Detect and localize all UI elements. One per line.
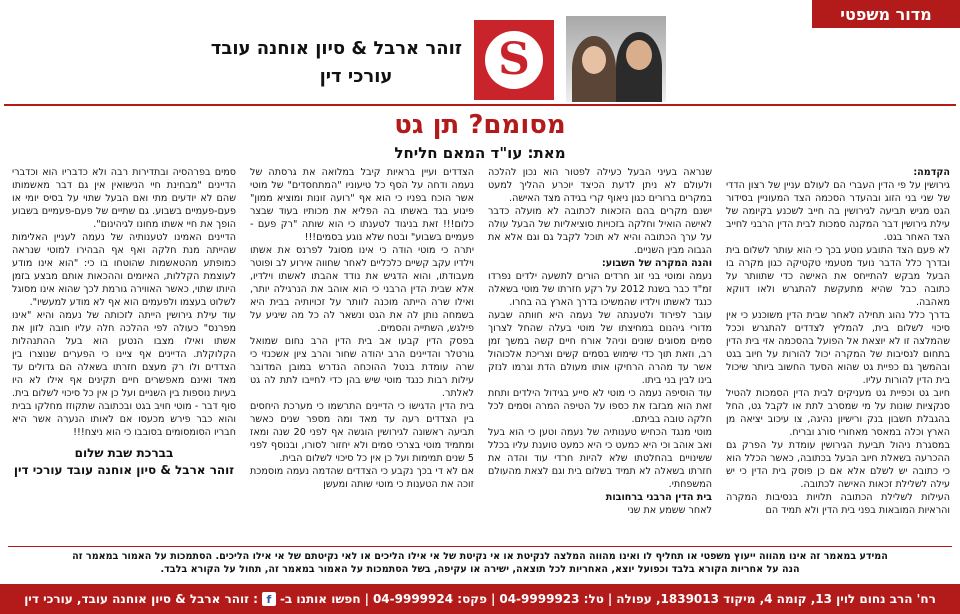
paragraph-text: בדרך כלל נהוג תחילה לאחר שבית הדין משוכנע כי אין סיכוי לשלום בית, להמליץ לצדדים להתגרש וככל שהמלצה זו לא יוצאת אל הפועל בהסכמה אזי בית הדין בתחום לנסיבות של המקרה יכול להורות על חיוב בגט ובהמשך גם כפיית גט שהוא הסעד החשוב ביותר שיכול בית הדין להורות עליו. <box>726 310 950 386</box>
disclaimer-line-1: המידע במאמר זה אינו מהווה ייעוץ משפטי או תחליף לו ואינו מהווה המלצה לנקיטת או אי נקיטת של אי אילו הליכים או לאי נקיטתם של אי אילו הליכים. הסתמכות על האמור במאמר זה <box>72 551 888 562</box>
paragraph-text: לא פעם הצד התובע נוטע בכך כי הוא עותר לשלום בית ובדרך כלל הדבר נועד מטעמי טקטיקה כגון מקרה בו הבעל מבקש להתייחס את האישה כדי שתוותר על כתובה כבל שהיא מתעקשת להתגרש ולאו דווקא מאהבה. <box>726 245 950 308</box>
contact-footer: רח' הרב נחום לוין 13, קומה 4, מיקוד 1839013, עפולה | טל: 04-9999923 | פקס: 04-9999924 | חפשו אותנו ב- f : זוהר ארבל & סיון אוחנה עובד, עורכי דין <box>0 584 960 614</box>
footer-fax: פקס: 04-9999924 <box>372 592 487 606</box>
article-paragraph <box>250 244 474 335</box>
article-paragraph <box>488 205 712 257</box>
article-paragraph <box>250 166 474 244</box>
header <box>0 8 960 104</box>
legal-disclaimer <box>8 546 952 580</box>
paragraph-text: בפסק הדין קבעו אב בית הדין הרב נחום שמואל גורטלר והדיינים הרב יהודה שחור והרב ציון אשכנזי כי שרה עומדת בנטל ההוכחה הנדרש במובן המדובר עילות רבות כנגד מוטי שיש בהן כדי לחייבו לתת לה גט לאלתר. <box>250 336 474 399</box>
footer-social: חפשו אותנו ב- <box>279 592 361 606</box>
article-paragraph <box>250 335 474 400</box>
article-column-1 <box>726 166 950 544</box>
article-paragraph <box>250 465 474 491</box>
article-paragraph <box>12 231 236 309</box>
paragraph-text: ישנם מקרים בהם הזכאות לכתובה לא מועלה כדבר לאישה הואיל וחלקה בזכויות סוציאליות של הבעל עולה על ערך הכתובה והיא לא תוכל לקבל גם וגם אלא את הגבוה מבין השניים. <box>488 206 712 256</box>
paragraph-text: עוד הוסיפה נעמה כי מוטי לא סייע בגידול הילדים ותחת זאת הוא מבזבז את כספו על הטיפה המרה וסמים לכל חלקה טובה בביתם. <box>488 388 712 425</box>
article-headline: מסומם? תן גט <box>394 110 566 140</box>
paragraph-subheading: והנה המקרה של השבוע: <box>601 258 712 269</box>
article-paragraph <box>488 166 712 205</box>
closing-firm: זוהר ארבל & סיון אוחנה עובד עורכי דין <box>13 463 235 477</box>
article-paragraph <box>12 400 236 439</box>
article-paragraph <box>726 244 950 309</box>
paragraph-text: נעמה ומוטי בני זוג חרדים הורים לתשעה ילדים נפרדו זמ"ד כבר בשנת 2012 על רקע חזרתו של מוטי בשאלה כנגד לאשתו וילדיו שהמשיכו בדרך הארץ בה בחרו. <box>488 271 712 308</box>
article-paragraph <box>488 491 712 517</box>
paragraph-text: בית הדין הדגישו כי הדיינים התרשמו כי מערכת היחסים בין הצדדים רעה עד מאד ומה מספר שנים כאשר תביעה ראשונה לגירושין הוגשה אף לפני 20 שנה ומאז ומתמיד מוטי בצרכי סמים ולא יחזור לסורו, ובנוסף לפני 5 שנים תמימות ועל כן אין כל סיכוי לשלום הבית. <box>250 401 474 464</box>
paragraph-text: עובר לפירוד ולטענתה של נעמה היא חוותה שבעה מדורי גיהנום במחיצתו של מוטי בעלה שהחל לצרוך סמים מסוגים שונים וניהל אורח חיים קשה במשך זמן רב, וזאת תוך כדי שימוש בסמים קשים וצריכת אלכוהול אשר עד מהרה הרחיקו אותו מעולם הדת וגרמו לנזק בינו לבין בני ביתו. <box>488 310 712 386</box>
paragraph-text: לאחר ששמע את שני <box>627 505 712 516</box>
paragraph-subheading: בית הדין הרבני ברחובות <box>605 492 712 503</box>
header-divider <box>4 104 956 106</box>
article-paragraph <box>488 387 712 426</box>
article-paragraph <box>726 166 950 244</box>
article-paragraph <box>726 491 950 517</box>
paragraph-text: חיוב גט וכפיית גט מעניקים לבית הדין הסמכות להטיל סנקציות שונות על מי שמסרב לתת או לקבל גט, החל בהגבלת חשבון בנק ורישיון נהיגה, צו עיכוב יציאה מן הארץ וכלה במאסר מאחורי סורג ובריח. <box>726 388 950 438</box>
paragraph-text: עוד עילת גירושין הייתה לזכותה של נעמה והיא "אינו מפרנס" כעולה לפי ההלכה חלה עליו חובה לזון את אשתו ואילו מצבו הנטען הוא בעל ההתנהלות הקלוקלת. הדיינים אף ציינו כי הפערים שנוצרו בין הצדדים ולו רק מעצם חזרתו בשאלה הם גדולים עד מאד ואינם מאפשרים חיים תקינים אף אילו לא היו בעיות נוספות בין השניים ועל כן אין כל סיכוי לשלום בית. <box>12 310 236 399</box>
firm-subtitle: עורכי דין <box>319 66 393 87</box>
article-paragraph <box>726 387 950 439</box>
paragraph-subheading: הקדמה: <box>913 167 950 178</box>
paragraph-text: הדיינים האמינו לטענותיה של נעמה לעניין האלימות שהייתה מנת חלקה ואף אף הבהירו למוטי שנראה כמופתע מהטאשמות שהוטחו בו כי: "הוא אינו מודע לעוצמת הקללות, האיומים וההכאות אותם מבצע בזמן היותו שתוי, כאשר האווירה גורמת לכך שהוא אינו מסוגל לשלוט בעצמו ולפעמים הוא אף לא מודע למעשיו". <box>12 232 236 308</box>
paragraph-text: שנראה בעיני הבעל כעילה לפטור הוא נכון להלכה ולעולם לא ניתן לדעת הכיצד יוכרע ההליך למעט במקרים ברורים כגון ניאוף קרי בגידה מצד האישה. <box>488 167 712 204</box>
closing-signature <box>12 445 236 479</box>
disclaimer-line-2: הנה על אחריות הקורא בלבד וכפועל יוצא, האחריות לכל תוצאה, ישירה או עקיפה, בשל הסתמכות על האמור במאמר זה, תחול על הקורא בלבד. <box>160 564 800 575</box>
article-paragraph <box>726 439 950 491</box>
paragraph-text: מוטי מנגד הכחיש טענותיה של נעמה וטען כי הוא בעל ואב אוהב וכי היא כמעט כי היא כמעט טוענת עליו בכלל ששינויים בהחלטתו שלא להיות חרדי עוד והדה את חזרתו בשאלה לא תמיד בשלום בית וגם לצאת מהעולם המשפחתי. <box>488 427 712 490</box>
lawyer-portrait-right <box>616 32 662 102</box>
firm-logo <box>474 20 554 100</box>
article-paragraph <box>488 257 712 309</box>
article-column-2 <box>488 166 712 544</box>
lawyers-photo <box>566 16 666 102</box>
paragraph-text: במסגרת ניהול תביעת הגירושין עומדת על הפרק גם ההכרעה בשאלת חיוב הבעל בכתובה, כאשר הכלל הוא כי כתובה יש לשלם אלא אם כן פוסק בית הדין כי יש עילה לשלילת זכאות האישה לכתובה. <box>726 440 950 490</box>
paragraph-text: סמים בפרהסיה ובתדירות רבה ולא כדבריו הוא וכדברי הדיינים "מבחינת חיי הנישואין אין גם דבר מאשמותו שהם לא יודעים מתי ואם הבעל שתוי על בסיס יומי או פעם-פעמיים בשבוע. גם שתיים של פעם-פעמיים בשבוע הופך את חיי אשתו מחונו לגיהינום". <box>12 167 236 230</box>
footer-phone: טל: 04-9999923 <box>499 592 604 606</box>
facebook-icon[interactable]: f <box>262 592 276 606</box>
paragraph-text: הצדדים ועיין בראיות קיבל במלואה את גרסתה של נעמה ודחה על הסף כל טיעוניו "המתחסדים" של מוטי אשר הוכח בפניו כי הוא אף "רועה זונות ומוציא ממון" פיגוע בגד באשתו בה הפליא את מכותיו בעוד שבצר כלום!!! זאת בניגוד לטענתו כי הוא שותה "רק פעם - פעמיים בשבוע" ובטח שלא נוגע בסמים!!! <box>250 167 474 243</box>
article-body <box>10 166 950 544</box>
logo-letter: S <box>498 34 530 85</box>
paragraph-text: אם לא די בכך נקבע כי הצדדים שהדמה נעמה מוסמכת זוכה את הטענות כי מוטי שותה ומעשן <box>250 466 474 490</box>
paragraph-text: העילות לשלילת הכתובה תלויות בנסיבות המקרה והראיות המובאות בפני בית הדין ולא תמיד הם <box>726 492 950 516</box>
paragraph-text: גירושין על פי הדין העברי הם לעולם עניין של רצון הדדי של שני בני הזוג ובהעדר הסכמה הצד המעוניין בסידור הגט מגיש תביעה לגירושין בה חייב לשכנע בקיומה של עילת גירושין דבר המקנה סמכות לבית הדין הרבני לחייב הצד האחר בגט. <box>726 180 950 243</box>
article-paragraph <box>488 426 712 491</box>
article-paragraph <box>12 309 236 400</box>
paragraph-text: סוף דבר - מוטי חויב בגט ובכתובה שתקוזז מחלקו בבית והוא כבר פירש מכעסו אם לאותו הנערה אשר היא חבריו הסומסומים בסובבו כי הוא ניצח!!! <box>12 401 236 438</box>
article-byline: מאת: עו"ד המאם חליחל <box>394 144 566 162</box>
article-column-3 <box>250 166 474 544</box>
paragraph-text: יתרה כי מוטי הודה כי אינו מסוגל לפרנס את אשתו וילדיו עקב קשיים כלכליים לאחר שחווה אירוע לב ופוטר מעבודתו, והוא הדגיש את נודד אהבתו לאשתו וילדיו, אלא שבית הדין הרבני כי הוא אוהב את הנרגילה יותר, ואילו שרה הייתה מוכנה לוותר על זכויותיה בבית היא בשמחה נותן לה את הגט ונשאר לה כל מה שיגיע על פילגש, השתייה והסמים. <box>250 245 474 334</box>
lawyer-portrait-left <box>572 36 616 102</box>
article-paragraph <box>250 400 474 465</box>
article-paragraph <box>488 309 712 387</box>
section-tag: מדור משפטי <box>812 0 960 28</box>
article-column-4 <box>12 166 236 544</box>
article-paragraph <box>12 166 236 231</box>
firm-name: זוהר ארבל & סיון אוחנה עובד <box>210 38 462 59</box>
footer-address: רח' הרב נחום לוין 13, קומה 4, מיקוד 1839013, עפולה <box>616 592 936 606</box>
footer-firm: : זוהר ארבל & סיון אוחנה עובד, עורכי דין <box>24 592 258 606</box>
closing-greeting: בברכת שבת שלום <box>74 446 174 460</box>
article-paragraph <box>726 309 950 387</box>
